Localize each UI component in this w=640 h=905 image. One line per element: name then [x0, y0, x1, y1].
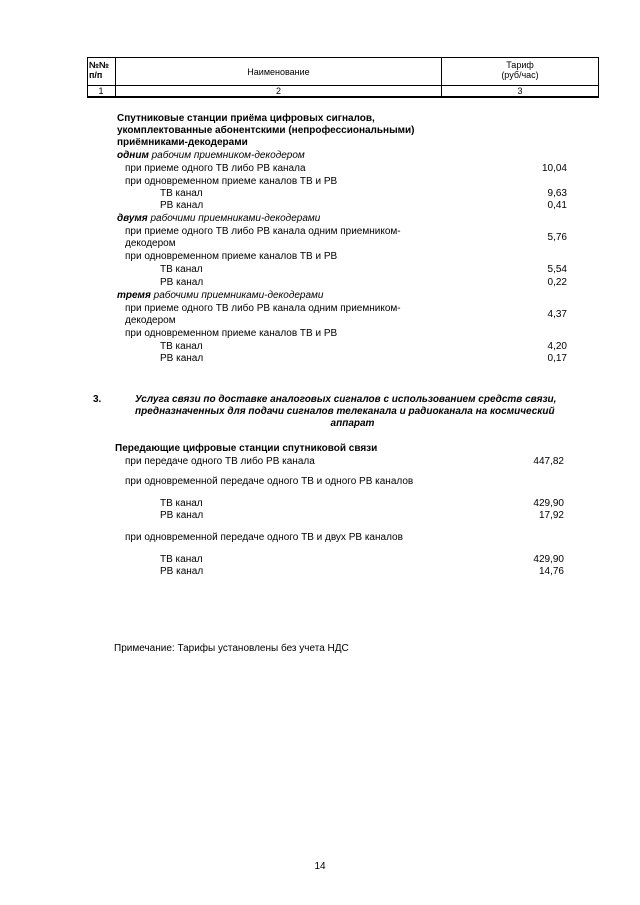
rv-channel-label: РВ канал — [160, 510, 204, 521]
tv-channel-label: ТВ канал — [160, 498, 203, 509]
tariff-label: при приеме одного ТВ либо РВ канала одним приемником- — [125, 226, 401, 237]
col-name-header: Наименование — [247, 67, 310, 77]
rv-channel-label: РВ канал — [160, 566, 204, 577]
col-index-3: 3 — [517, 86, 523, 96]
page-number: 14 — [314, 861, 326, 872]
rv-channel-label: РВ канал — [160, 200, 204, 211]
tv-channel-value: 429,90 — [533, 498, 564, 509]
tariff-label: при одновременном приеме каналов ТВ и РВ — [125, 176, 338, 187]
tariff-label: при приеме одного ТВ либо РВ канала — [125, 163, 306, 174]
tv-channel-label: ТВ канал — [160, 554, 203, 565]
section-title-line: укомплектованные абонентскими (непрофессиональными) — [117, 125, 415, 136]
subheading-three-receivers — [117, 290, 323, 302]
rv-channel-value: 0,41 — [547, 200, 567, 211]
tariff-label: при одновременном приеме каналов ТВ и РВ — [125, 328, 338, 339]
rv-channel-value: 17,92 — [538, 510, 564, 521]
rv-channel-value: 0,17 — [547, 353, 567, 364]
tv-channel-value: 5,54 — [547, 264, 567, 275]
subheading-emphasis: двумя — [117, 213, 148, 224]
table-border-top — [87, 57, 599, 58]
tariff-label: при приеме одного ТВ либо РВ канала одним приемником- — [125, 303, 401, 314]
service-number: 3. — [93, 394, 102, 405]
col-number-header: №№ п/п — [89, 60, 110, 80]
table-border-bottom — [87, 96, 599, 98]
rv-channel-label: РВ канал — [160, 277, 204, 288]
tv-channel-value: 429,90 — [533, 554, 564, 565]
tariff-table-header — [87, 57, 599, 97]
subheading-rest: рабочими приемниками-декодерами — [150, 290, 324, 301]
tariff-label: при одновременном приеме каналов ТВ и РВ — [125, 251, 338, 262]
rv-channel-label: РВ канал — [160, 353, 204, 364]
subheading-emphasis: одним — [117, 150, 149, 161]
section-title-line: приёмниками-декодерами — [117, 137, 248, 148]
col-tariff-header: Тариф (руб/час) — [501, 60, 539, 80]
tariff-value: 10,04 — [541, 163, 567, 174]
tariff-label: декодером — [125, 238, 176, 249]
tariff-label: при одновременной передаче одного ТВ и двух РВ каналов — [125, 532, 403, 543]
rv-channel-value: 0,22 — [547, 277, 567, 288]
tv-channel-label: ТВ канал — [160, 341, 203, 352]
tariff-label: декодером — [125, 315, 176, 326]
subheading-rest: рабочими приемниками-декодерами — [147, 213, 321, 224]
table-border-right — [598, 57, 599, 97]
col-index-2: 2 — [275, 86, 281, 96]
service-title-line: предназначенных для подачи сигналов телеканала и радиоканала на космический — [135, 406, 555, 417]
col-index-1: 1 — [98, 86, 104, 96]
rv-channel-value: 14,76 — [538, 566, 564, 577]
section-title-line: Спутниковые станции приёма цифровых сигналов, — [117, 113, 375, 124]
tariff-label: при одновременной передаче одного ТВ и одного РВ каналов — [125, 476, 414, 487]
subheading-two-receivers — [117, 213, 320, 225]
subheading-one-receiver — [117, 150, 305, 162]
tv-channel-value: 4,20 — [547, 341, 567, 352]
subheading-emphasis: тремя — [117, 290, 151, 301]
footnote: Примечание: Тарифы установлены без учета НДС — [114, 643, 349, 654]
tv-channel-value: 9,63 — [547, 188, 567, 199]
tariff-value: 4,37 — [547, 309, 567, 320]
tariff-value: 447,82 — [533, 456, 564, 467]
tariff-label: при передаче одного ТВ либо РВ канала — [125, 456, 315, 467]
tv-channel-label: ТВ канал — [160, 188, 203, 199]
service-subheading: Передающие цифровые станции спутниковой связи — [115, 443, 378, 454]
subheading-rest: рабочим приемником-декодером — [148, 150, 305, 161]
service-title-line: аппарат — [330, 418, 375, 429]
tariff-value: 5,76 — [547, 232, 567, 243]
tv-channel-label: ТВ канал — [160, 264, 203, 275]
service-title-line: Услуга связи по доставке аналоговых сигналов с использованием средств связи, — [135, 394, 557, 405]
